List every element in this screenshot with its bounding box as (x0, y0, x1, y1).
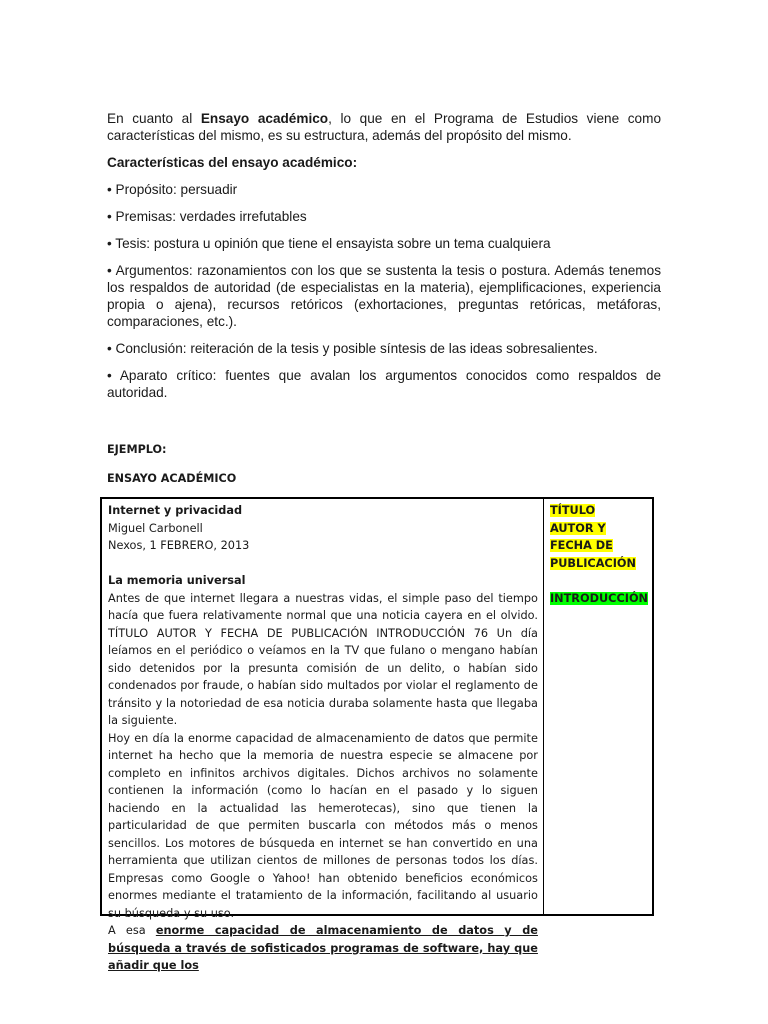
intro-bold-term: Ensayo académico (200, 111, 329, 126)
spacer (550, 572, 648, 590)
bullet-arguments: • Argumentos: razonamientos con los que se sustenta la tesis o postura. Además tenemos los respaldos de autoridad (de especialistas en la materia), ejemplificaciones, experiencia propia o ajena), recursos retóricos (exhortaciones, preguntas retóricas, metáforas, comparaciones, etc.). (107, 263, 661, 329)
intro-highlight: INTRODUCCIÓN (549, 591, 648, 605)
essay-paragraph-3-prefix: A esa (108, 924, 156, 937)
bullet-thesis: • Tesis: postura u opinión que tiene el ensayista sobre un tema cualquiera (107, 236, 551, 251)
essay-author: Miguel Carbonell (108, 521, 203, 535)
essay-paragraph-2: Hoy en día la enorme capacidad de almacenamiento de datos que permite internet ha hecho que la memoria de nuestra especie se almacene por completo en infinitos archivos digitales. Dichos archivos no solamente contienen la información (como lo hacían en el pasado y lo siguen haciendo en la actualidad las hemerotecas), sino que tienen la particularidad de que permiten buscarla con métodos más o menos sencillos. Los motores de búsqueda en internet se han convertido en una herramienta que utilizan cientos de millones de personas todos los días. Empresas como Google o Yahoo! han obtenido beneficios económicos enormes mediante el tratamiento de la información, facilitando al usuario su búsqueda y su uso. (108, 731, 538, 920)
essay-source: Nexos, 1 FEBRERO, 2013 (108, 539, 250, 552)
bullet-conclusion: • Conclusión: reiteración de la tesis y posible síntesis de las ideas sobresalientes. (107, 341, 598, 356)
side-author-date-label (550, 520, 648, 573)
example-label: EJEMPLO: (107, 443, 167, 456)
side-title-label (550, 502, 648, 520)
characteristics-heading: Características del ensayo académico: (107, 155, 358, 170)
bullet-critical-apparatus: • Aparato crítico: fuentes que avalan los argumentos conocidos como respaldos de autoridad. (107, 368, 661, 400)
bullet-purpose: • Propósito: persuadir (107, 182, 238, 197)
essay-label: ENSAYO ACADÉMICO (107, 472, 237, 485)
essay-paragraph-3-emphasis: enorme capacidad de almacenamiento de datos y de búsqueda a través de sofisticados programas de software, hay que añadir que los (108, 924, 538, 972)
author-date-highlight: AUTOR Y FECHA DE PUBLICACIÓN (549, 521, 636, 570)
essay-table (100, 497, 654, 972)
title-highlight: TÍTULO (549, 504, 596, 517)
intro-prefix: En cuanto al (107, 111, 201, 126)
intro-suffix: , lo que en el Programa de Estudios viene como características del mismo, es su estructura, además del propósito del mismo. (107, 111, 662, 143)
essay-title: Internet y privacidad (108, 504, 243, 517)
essay-section-title: La memoria universal (108, 574, 246, 587)
bullet-premises: • Premisas: verdades irrefutables (107, 209, 307, 224)
intro-paragraph (107, 110, 661, 144)
essay-paragraph-1: Antes de que internet llegara a nuestras vidas, el simple paso del tiempo hacía que fuera relativamente normal que una noticia cayera en el olvido. TÍTULO AUTOR Y FECHA DE PUBLICACIÓN INTRODUCCIÓN 76 Un día leíamos en el periódico o veíamos en la TV que fulano o mengano habían sido detenidos por la presunta comisión de un delito, o habían sido condenados por fraude, o habían sido multados por violar el reglamento de tránsito y la notoriedad de esa noticia duraba solamente hasta que llegaba la siguiente. (108, 591, 538, 727)
spacer (108, 555, 538, 573)
side-intro-label (550, 590, 648, 608)
essay-paragraph-3 (108, 922, 538, 975)
essay-text-column (102, 499, 544, 972)
document-body (107, 110, 661, 411)
essay-structure-column (544, 499, 652, 914)
